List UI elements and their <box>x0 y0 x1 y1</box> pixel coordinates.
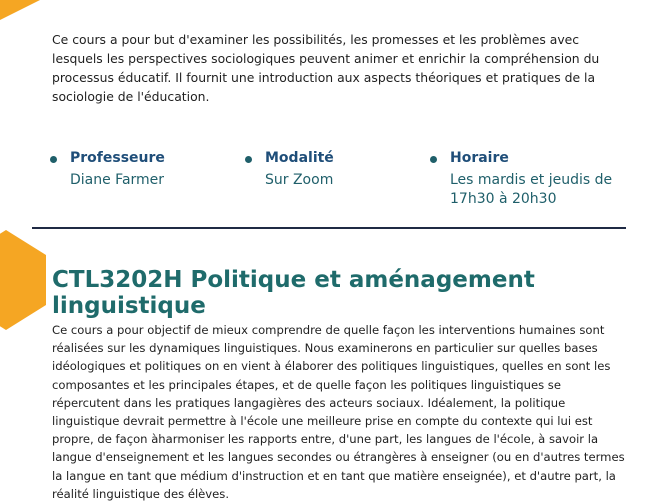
decorative-hexagon-shape <box>0 230 46 330</box>
course-description: Ce cours a pour objectif de mieux comprendre de quelle façon les interventions humaines sont réalisées sur les dynamiques linguistiques. Nous examinerons en particulier sur quelles bases idéologiques et politiques on en vient à élaborer des politiques linguistiques, quelles en sont les composantes et les principales étapes, et de quelle façon les politiques linguistiques se répercutent dans les pratiques langagières des acteurs sociaux. Idéalement, la politique linguistique devrait permettre à l'école une meilleure prise en compte du contexte qui lui est propre, de façon àharmoniser les rapports entre, d'une part, les langues de l'école, à savoir la langue d'enseignement et les langues secondes ou étrangères à enseigner (ou en d'autres termes la langue en tant que médium d'instruction et en tant que matière enseignée), et d'autre part, la réalité linguistique des élèves. <box>52 323 625 501</box>
schedule-value-line1: Les mardis et jeudis de <box>450 172 613 188</box>
bullet-icon <box>50 156 57 163</box>
bullet-icon <box>245 156 252 163</box>
schedule-value <box>450 171 612 209</box>
modality-value: Sur Zoom <box>265 172 334 188</box>
course-title: CTL3202H Politique et aménagement linguistique <box>52 267 535 319</box>
course-intro-paragraph: Ce cours a pour but d'examiner les possibilités, les promesses et les problèmes avec lesquels les perspectives sociologiques peuvent animer et enrichir la compréhension du processus éducatif. Il fournit une introduction aux aspects théoriques et pratiques de la sociologie de l'éducation. <box>52 32 600 104</box>
professor-value: Diane Farmer <box>70 172 165 188</box>
bullet-icon <box>430 156 437 163</box>
schedule-value-line2: 17h30 à 20h30 <box>450 191 557 207</box>
professor-label: Professeure <box>70 150 165 166</box>
section-divider <box>32 227 626 229</box>
course-info-row <box>50 150 640 220</box>
modality-label: Modalité <box>265 150 334 166</box>
decorative-corner-shape <box>0 0 40 20</box>
schedule-label: Horaire <box>450 150 509 166</box>
